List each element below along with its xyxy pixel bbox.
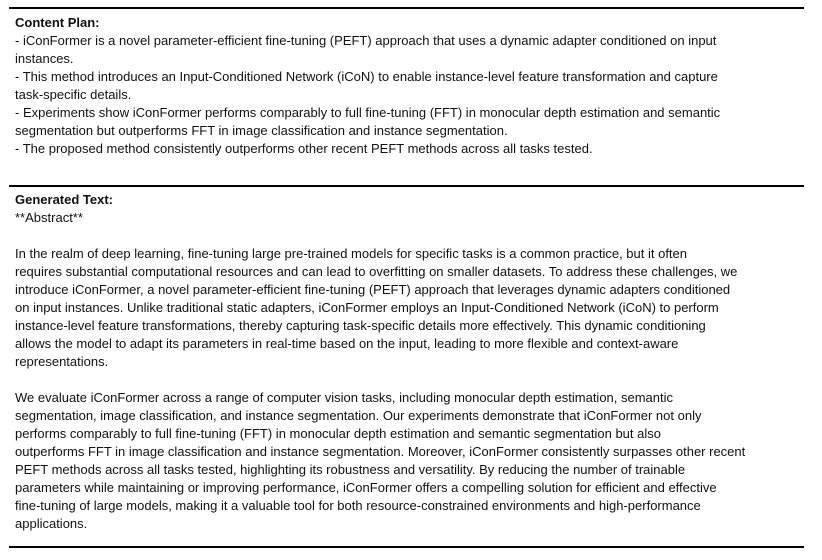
paragraph-line: outperforms FFT in image classification and instance segmentation. Moreover, iConFormer consistently surpasses other recent bbox=[15, 444, 746, 459]
content-plan-section bbox=[15, 14, 805, 158]
paragraph-line: PEFT methods across all tasks tested, highlighting its robustness and versatility. By reducing the number of trainable bbox=[15, 462, 686, 477]
middle-rule bbox=[9, 185, 804, 187]
content-plan-label: Content Plan: bbox=[15, 15, 100, 30]
paragraph-line: parameters while maintaining or improving performance, iConFormer offers a compelling solution for efficient and effective bbox=[15, 480, 717, 495]
paragraph-line: representations. bbox=[15, 354, 109, 369]
bullet-line: task-specific details. bbox=[15, 87, 132, 102]
paragraph-line: on input instances. Unlike traditional static adapters, iConFormer employs an Input-Conditioned Network (iCoN) to perform bbox=[15, 300, 719, 315]
paragraph-line: segmentation, image classification, and instance segmentation. Our experiments demonstrate that iConFormer not only bbox=[15, 408, 702, 423]
abstract-paragraph-2 bbox=[15, 389, 805, 533]
bullet-line: - iConFormer is a novel parameter-efficient fine-tuning (PEFT) approach that uses a dynamic adapter conditioned on input bbox=[15, 33, 717, 48]
bottom-rule bbox=[9, 546, 804, 548]
paragraph-line: allows the model to adapt its parameters in real-time based on the input, leading to more flexible and context-aware bbox=[15, 336, 679, 351]
content-plan-bullet bbox=[15, 32, 805, 68]
paragraph-line: instance-level feature transformations, thereby capturing task-specific details more effectively. This dynamic conditioning bbox=[15, 318, 706, 333]
paragraph-line: requires substantial computational resources and can lead to overfitting on smaller datasets. To address these challenges, we bbox=[15, 264, 738, 279]
abstract-heading: **Abstract** bbox=[15, 210, 83, 225]
bullet-line: - The proposed method consistently outperforms other recent PEFT methods across all tasks tested. bbox=[15, 141, 593, 156]
content-plan-bullet bbox=[15, 68, 805, 104]
paragraph-line: fine-tuning of large models, making it a valuable tool for both resource-constrained environments and high-performance bbox=[15, 498, 701, 513]
content-plan-bullet bbox=[15, 140, 805, 158]
abstract-paragraph-1 bbox=[15, 245, 805, 371]
paragraph-line: performs comparably to full fine-tuning (FFT) in monocular depth estimation and semantic segmentation but also bbox=[15, 426, 661, 441]
generated-text-label: Generated Text: bbox=[15, 192, 114, 207]
bullet-line: instances. bbox=[15, 51, 74, 66]
content-plan-bullet bbox=[15, 104, 805, 140]
paragraph-line: applications. bbox=[15, 516, 88, 531]
paragraph-line: In the realm of deep learning, fine-tuning large pre-trained models for specific tasks is a common practice, but it often bbox=[15, 246, 688, 261]
bullet-line: - Experiments show iConFormer performs comparably to full fine-tuning (FFT) in monocular depth estimation and semantic bbox=[15, 105, 721, 120]
top-rule bbox=[9, 7, 804, 9]
paragraph-line: introduce iConFormer, a novel parameter-efficient fine-tuning (PEFT) approach that leverages dynamic adapters conditioned bbox=[15, 282, 731, 297]
bullet-line: - This method introduces an Input-Conditioned Network (iCoN) to enable instance-level feature transformation and capture bbox=[15, 69, 718, 84]
bullet-line: segmentation but outperforms FFT in image classification and instance segmentation. bbox=[15, 123, 508, 138]
generated-text-section bbox=[15, 191, 805, 533]
paragraph-line: We evaluate iConFormer across a range of computer vision tasks, including monocular depth estimation, semantic bbox=[15, 390, 674, 405]
